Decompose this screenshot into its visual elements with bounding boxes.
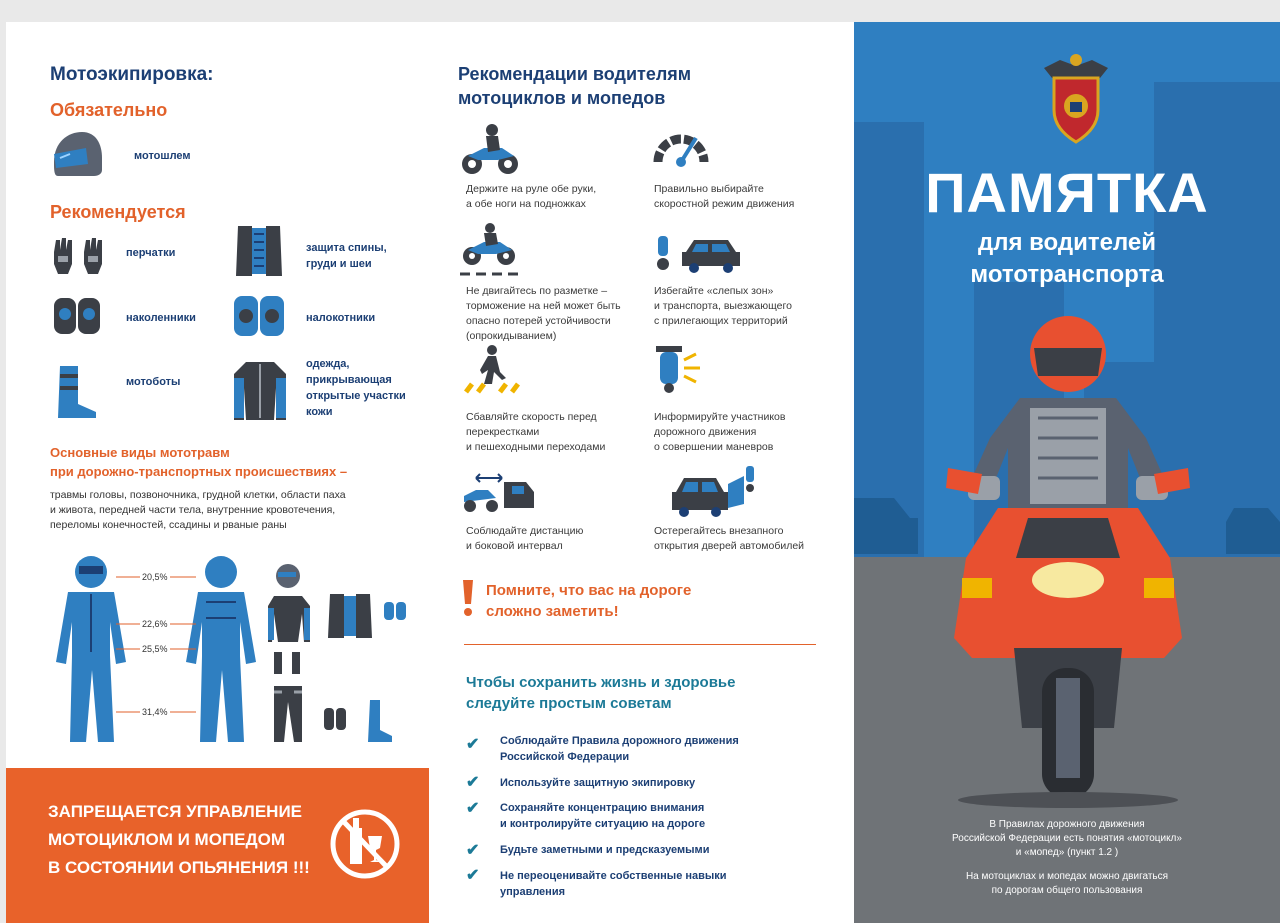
no-alcohol-icon xyxy=(328,794,402,882)
cover-footer-definitions: В Правилах дорожного движения Российской Федерации есть понятия «мотоцикл» и «мопед» (пункт 1.2 ) xyxy=(952,819,1182,858)
check-icon: ✔ xyxy=(466,867,480,884)
back-protection-label: защита спины, груди и шеи xyxy=(306,242,387,270)
recommendations-title: Рекомендации водителям мотоциклов и мопедов xyxy=(458,64,692,108)
tip-distance: Соблюдайте дистанцию и боковой интервал xyxy=(466,525,584,552)
safety-tips-title: Чтобы сохранить жизнь и здоровье следуйте простым советам xyxy=(466,674,736,712)
check-icon: ✔ xyxy=(466,842,480,859)
police-emblem xyxy=(1040,48,1112,148)
tip-crossings: Сбавляйте скорость перед перекрестками и пешеходными переходами xyxy=(466,411,606,453)
tip-blind-spots: Избегайте «слепых зон» и транспорта, выезжающего с прилегающих территорий xyxy=(654,285,792,327)
motorcyclist-illustration xyxy=(938,308,1198,808)
check-item-attention: Сохраняйте концентрацию внимания и контролируйте ситуацию на дороге xyxy=(500,802,706,830)
motorcycle-rider-icon xyxy=(458,122,522,176)
gear-set-illustration xyxy=(268,562,414,742)
equipment-title: Мотоэкипировка: xyxy=(50,64,214,85)
pedestrian-crossing-icon xyxy=(462,344,522,398)
left-panel xyxy=(6,22,436,923)
percent-arms: 25,5% xyxy=(142,644,168,654)
boots-icon xyxy=(50,362,100,422)
knee-pads-label: наколенники xyxy=(126,312,196,324)
percent-torso: 22,6% xyxy=(142,619,168,629)
percent-head: 20,5% xyxy=(142,572,168,582)
check-icon: ✔ xyxy=(466,800,480,817)
check-item-equipment: Используйте защитную экипировку xyxy=(500,777,696,789)
mandatory-heading: Обязательно xyxy=(50,100,168,120)
percent-legs: 31,4% xyxy=(142,707,168,717)
helmet-icon xyxy=(50,130,104,180)
jacket-icon xyxy=(230,358,290,424)
check-icon: ✔ xyxy=(466,736,480,753)
percent-arrows xyxy=(114,572,198,722)
cover-panel xyxy=(854,22,1280,923)
recommended-heading: Рекомендуется xyxy=(50,202,186,222)
elbow-pads-icon xyxy=(230,292,288,340)
brochure xyxy=(6,22,1280,923)
car-door-icon xyxy=(672,462,758,518)
tip-speed: Правильно выбирайте скоростной режим движения xyxy=(654,183,795,210)
check-item-rules: Соблюдайте Правила дорожного движения Российской Федерации xyxy=(500,735,739,763)
boots-label: мотоботы xyxy=(126,376,181,388)
knee-pads-icon xyxy=(50,294,106,338)
distance-icon xyxy=(462,468,538,516)
check-item-visible: Будьте заметными и предсказуемыми xyxy=(500,844,710,856)
check-item-skills: Не переоценивайте собственные навыки управления xyxy=(500,870,727,898)
exclamation-icon xyxy=(460,578,476,618)
gloves-icon xyxy=(50,234,106,278)
cover-subtitle: для водителей мототранспорта xyxy=(970,229,1164,288)
tip-hands-feet: Держите на руле обе руки, а обе ноги на подножках xyxy=(466,183,597,210)
cover-footer-roads: На мотоциклах и мопедах можно двигаться по дорогам общего пользования xyxy=(965,871,1169,896)
blind-spot-icon xyxy=(652,230,746,274)
injuries-title: Основные виды мототравм при дорожно-транспортных происшествиях – xyxy=(50,445,348,479)
elbow-pads-label: налокотники xyxy=(306,312,376,324)
road-marking-rider-icon xyxy=(458,222,522,278)
check-icon: ✔ xyxy=(466,774,480,791)
tip-signal: Информируйте участников дорожного движения о совершении маневров xyxy=(654,411,786,453)
back-protector-icon xyxy=(230,222,288,280)
gloves-label: перчатки xyxy=(126,247,176,259)
drunk-driving-warning xyxy=(6,768,429,923)
warning-text: ЗАПРЕЩАЕТСЯ УПРАВЛЕНИЕ МОТОЦИКЛОМ И МОПЕДОМ В СОСТОЯНИИ ОПЬЯНЕНИЯ !!! xyxy=(48,802,310,877)
speedometer-icon xyxy=(652,122,710,170)
tip-doors: Остерегайтесь внезапного открытия дверей автомобилей xyxy=(654,525,805,552)
turn-signal-icon xyxy=(650,344,704,394)
tip-road-marking: Не двигайтесь по разметке – торможение на ней может быть опасно потерей устойчивости (опрокидыванием) xyxy=(466,285,621,342)
cover-title: ПАМЯТКА xyxy=(925,161,1209,224)
divider xyxy=(464,644,816,645)
clothing-label: одежда, прикрывающая открытые участки кожи xyxy=(306,358,406,418)
injuries-text: травмы головы, позвоночника, грудной клетки, области паха и живота, передней части тела, внутренние кровотечения, переломы конечностей, ссадины и рваные раны xyxy=(50,489,346,531)
middle-panel xyxy=(436,22,854,923)
helmet-label: мотошлем xyxy=(134,150,191,162)
remember-text: Помните, что вас на дороге сложно заметить! xyxy=(486,582,692,620)
